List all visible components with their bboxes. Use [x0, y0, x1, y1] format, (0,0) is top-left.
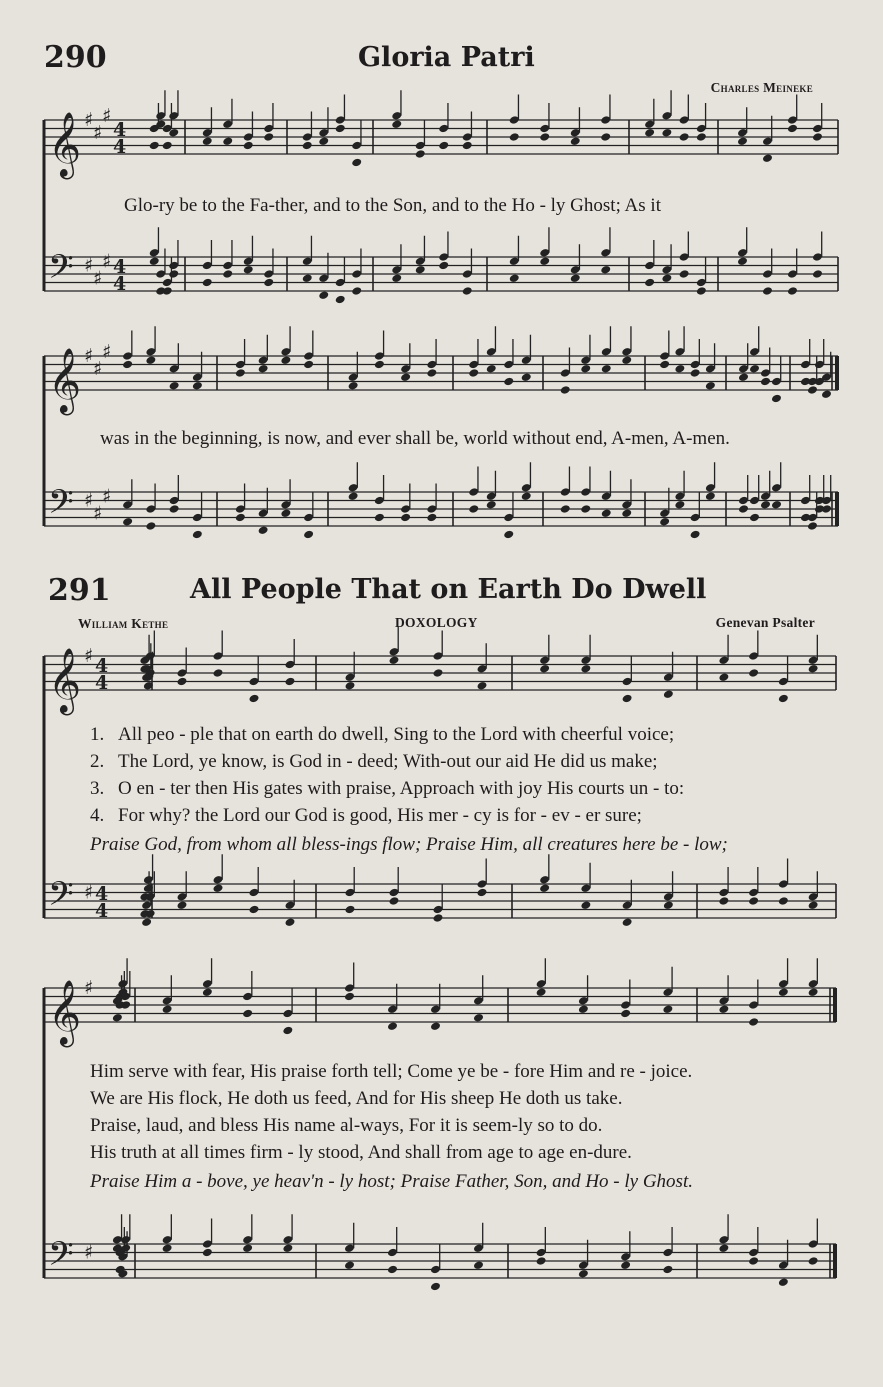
notehead: [705, 491, 716, 501]
verse-number: 2.: [90, 751, 105, 772]
notehead: [748, 1256, 759, 1266]
notehead: [509, 273, 520, 283]
notehead: [621, 508, 632, 518]
notehead: [280, 508, 291, 518]
notehead: [345, 681, 356, 691]
notehead: [222, 136, 233, 146]
time-signature: 4: [113, 256, 127, 278]
notehead: [580, 664, 591, 674]
notehead: [539, 883, 550, 893]
notehead: [318, 290, 329, 300]
hymn-title: Gloria Patri: [358, 42, 535, 73]
sharp-sign: ♯: [93, 357, 103, 380]
notehead: [391, 273, 402, 283]
notehead: [400, 372, 411, 382]
notehead: [149, 141, 160, 151]
bass-clef: 𝄢: [48, 1235, 74, 1282]
notehead: [192, 381, 203, 391]
notehead: [536, 1256, 547, 1266]
notehead: [644, 128, 655, 138]
notehead: [503, 377, 514, 387]
notehead: [749, 364, 760, 374]
notehead: [258, 364, 269, 374]
notehead: [430, 1021, 441, 1031]
notehead: [661, 273, 672, 283]
tune-credit: Genevan Psalter: [715, 615, 815, 630]
notehead: [787, 286, 798, 296]
notehead: [580, 504, 591, 514]
notehead: [433, 913, 444, 923]
notehead: [473, 1013, 484, 1023]
notehead: [661, 128, 672, 138]
verse-text: All peo - ple that on earth do dwell, Sing to the Lord with cheerful voice;: [118, 724, 675, 745]
notehead: [468, 368, 479, 378]
notehead: [400, 513, 411, 523]
notehead: [600, 132, 611, 142]
notehead: [462, 141, 473, 151]
composer-credit: Charles Meineke: [710, 80, 813, 95]
notehead: [222, 269, 233, 279]
verse-text: For why? the Lord our God is good, His mer - cy is for - ev - er sure;: [118, 805, 642, 826]
notehead: [177, 677, 188, 687]
lyrics-line: Glo-ry be to the Fa-ther, and to the Son, and to the Ho - ly Ghost; As it: [124, 195, 661, 216]
notehead: [348, 491, 359, 501]
time-signature: 4: [95, 655, 109, 677]
notehead: [674, 500, 685, 510]
notehead: [202, 987, 213, 997]
sharp-sign: ♯: [84, 977, 94, 999]
sharp-sign: ♯: [102, 104, 112, 127]
notehead: [430, 1282, 441, 1292]
sharp-sign: ♯: [84, 1241, 94, 1264]
notehead: [760, 377, 771, 387]
notehead: [389, 655, 400, 665]
notehead: [760, 500, 771, 510]
time-signature: 4: [95, 883, 109, 905]
notehead: [374, 513, 385, 523]
notehead: [737, 136, 748, 146]
notehead: [426, 368, 437, 378]
notehead: [213, 668, 224, 678]
verse-line: [90, 778, 684, 800]
doxology-line: Praise God, from whom all bless-ings flow; Praise Him, all creatures here be - low;: [90, 834, 728, 855]
notehead: [335, 295, 346, 305]
notehead: [621, 355, 632, 365]
notehead: [177, 900, 188, 910]
time-signature: 4: [113, 136, 127, 158]
notehead: [202, 278, 213, 288]
verse-text: O en - ter then His gates with praise, Approach with joy His courts un - to:: [118, 778, 685, 799]
treble-clef: 𝄞: [48, 348, 82, 413]
sharp-sign: ♯: [84, 254, 94, 277]
notehead: [718, 1243, 729, 1253]
notehead: [122, 360, 133, 370]
treble-clef: 𝄞: [48, 112, 82, 177]
notehead: [302, 141, 313, 151]
notehead: [389, 896, 400, 906]
notehead: [285, 677, 296, 687]
notehead: [242, 1243, 253, 1253]
notehead: [812, 132, 823, 142]
notehead: [145, 355, 156, 365]
notehead: [679, 269, 690, 279]
verse-line: We are His flock, He doth us feed, And for His sheep He doth us take.: [90, 1088, 623, 1109]
hymn-number: 290: [44, 40, 107, 75]
sharp-sign: ♯: [102, 340, 112, 363]
notehead: [644, 278, 655, 288]
notehead: [663, 900, 674, 910]
notehead: [345, 905, 356, 915]
notehead: [521, 372, 532, 382]
notehead: [169, 504, 180, 514]
notehead: [213, 883, 224, 893]
verse-number: 3.: [90, 778, 105, 799]
bass-clef: 𝄢: [48, 875, 74, 922]
notehead: [601, 364, 612, 374]
notehead: [486, 500, 497, 510]
notehead: [539, 132, 550, 142]
notehead: [659, 517, 670, 527]
notehead: [263, 132, 274, 142]
notehead: [348, 381, 359, 391]
notehead: [539, 664, 550, 674]
treble-clef: 𝄞: [48, 980, 82, 1045]
notehead: [787, 124, 798, 134]
time-signature: 4: [113, 273, 127, 295]
notehead: [280, 355, 291, 365]
verse-line: His truth at all times firm - ly stood, And shall from age to age en-dure.: [90, 1142, 632, 1163]
notehead: [570, 136, 581, 146]
notehead: [808, 664, 819, 674]
notehead: [718, 896, 729, 906]
treble-clef: 𝄞: [48, 648, 82, 713]
final-barline: [833, 1244, 837, 1278]
bass-clef: 𝄢: [48, 483, 74, 530]
time-signature: 4: [95, 900, 109, 922]
verse-line: [90, 724, 674, 746]
notehead: [662, 1265, 673, 1275]
notehead: [578, 1004, 589, 1014]
notehead: [162, 1243, 173, 1253]
notehead: [622, 694, 633, 704]
notehead: [387, 1021, 398, 1031]
notehead: [737, 256, 748, 266]
notehead: [521, 491, 532, 501]
notehead: [282, 1243, 293, 1253]
notehead: [145, 521, 156, 531]
bass-clef: 𝄢: [48, 248, 74, 295]
notehead: [243, 265, 254, 275]
notehead: [162, 1004, 173, 1014]
notehead: [696, 132, 707, 142]
notehead: [438, 261, 449, 271]
notehead: [387, 1265, 398, 1275]
notehead: [807, 521, 818, 531]
notehead: [738, 504, 749, 514]
notehead: [335, 124, 346, 134]
notehead: [762, 153, 773, 163]
notehead: [748, 896, 759, 906]
notehead: [374, 360, 385, 370]
final-barline: [835, 356, 839, 390]
sharp-sign: ♯: [93, 121, 103, 144]
verse-line: Him serve with fear, His praise forth tell; Come ye be - fore Him and re - joice.: [90, 1061, 693, 1082]
notehead: [778, 694, 789, 704]
notehead: [473, 1260, 484, 1270]
notehead: [808, 987, 819, 997]
notehead: [302, 273, 313, 283]
final-barline: [835, 492, 839, 526]
notehead: [570, 273, 581, 283]
sharp-sign: ♯: [102, 250, 112, 273]
sharp-sign: ♯: [84, 345, 94, 367]
author-credit: William Kethe: [78, 616, 169, 631]
notehead: [821, 389, 832, 399]
notehead: [705, 381, 716, 391]
lyrics-line: was in the beginning, is now, and ever shall be, world without end, A-men, A-men.: [100, 428, 730, 449]
notehead: [560, 504, 571, 514]
notehead: [202, 1248, 213, 1258]
notehead: [600, 265, 611, 275]
notehead: [663, 689, 674, 699]
notehead: [202, 136, 213, 146]
notehead: [778, 896, 789, 906]
notehead: [690, 530, 701, 540]
notehead: [415, 149, 426, 159]
hymn-title: All People That on Earth Do Dwell: [190, 574, 707, 605]
sharp-sign: ♯: [93, 267, 103, 290]
verse-line: [90, 805, 642, 827]
notehead: [351, 286, 362, 296]
notehead: [748, 668, 759, 678]
notehead: [674, 364, 685, 374]
notehead: [690, 368, 701, 378]
notehead: [162, 286, 173, 296]
verse-number: 4.: [90, 805, 105, 826]
notehead: [749, 513, 760, 523]
notehead: [344, 992, 355, 1002]
notehead: [536, 987, 547, 997]
notehead: [303, 530, 314, 540]
notehead: [659, 360, 670, 370]
notehead: [438, 141, 449, 151]
notehead: [169, 381, 180, 391]
sharp-sign: ♯: [84, 109, 94, 131]
notehead: [560, 385, 571, 395]
verse-text: The Lord, ye know, is God in - deed; With-out our aid He did us make;: [118, 751, 658, 772]
notehead: [771, 394, 782, 404]
notehead: [662, 1004, 673, 1014]
sharp-sign: ♯: [93, 502, 103, 525]
notehead: [141, 917, 152, 927]
notehead: [601, 508, 612, 518]
notehead: [235, 513, 246, 523]
final-barline: [833, 988, 837, 1022]
sharp-sign: ♯: [84, 489, 94, 512]
notehead: [249, 694, 260, 704]
notehead: [344, 1260, 355, 1270]
notehead: [477, 681, 488, 691]
notehead: [168, 269, 179, 279]
notehead: [243, 141, 254, 151]
subtitle: DOXOLOGY: [395, 615, 478, 630]
notehead: [249, 905, 260, 915]
notehead: [578, 1269, 589, 1279]
notehead: [620, 1009, 631, 1019]
notehead: [486, 364, 497, 374]
notehead: [149, 256, 160, 266]
notehead: [808, 900, 819, 910]
verse-line: [90, 751, 658, 773]
sharp-sign: ♯: [84, 645, 94, 667]
notehead: [242, 1009, 253, 1019]
notehead: [718, 672, 729, 682]
notehead: [778, 1277, 789, 1287]
notehead: [468, 504, 479, 514]
notehead: [807, 385, 818, 395]
time-signature: 4: [113, 119, 127, 141]
notehead: [415, 265, 426, 275]
notehead: [122, 517, 133, 527]
notehead: [539, 256, 550, 266]
verse-number: 1.: [90, 724, 105, 745]
notehead: [580, 900, 591, 910]
notehead: [748, 1017, 759, 1027]
notehead: [808, 1256, 819, 1266]
doxology-line: Praise Him a - bove, ye heav'n - ly host; Praise Father, Son, and Ho - ly Ghost.: [90, 1171, 693, 1192]
notehead: [718, 1004, 729, 1014]
notehead: [762, 286, 773, 296]
notehead: [258, 525, 269, 535]
notehead: [303, 360, 314, 370]
notehead: [622, 917, 633, 927]
notehead: [112, 1013, 123, 1023]
hymn-number: 291: [48, 573, 111, 608]
sharp-sign: ♯: [84, 881, 94, 904]
notehead: [263, 278, 274, 288]
notehead: [503, 530, 514, 540]
notehead: [696, 286, 707, 296]
notehead: [235, 368, 246, 378]
notehead: [462, 286, 473, 296]
notehead: [620, 1260, 631, 1270]
notehead: [192, 530, 203, 540]
notehead: [812, 269, 823, 279]
notehead: [738, 372, 749, 382]
verse-line: Praise, laud, and bless His name al-ways, For it is seem-ly so to do.: [90, 1115, 603, 1136]
notehead: [477, 888, 488, 898]
notehead: [351, 158, 362, 168]
notehead: [778, 987, 789, 997]
sharp-sign: ♯: [102, 485, 112, 508]
notehead: [282, 1026, 293, 1036]
notehead: [580, 364, 591, 374]
notehead: [391, 119, 402, 129]
notehead: [771, 500, 782, 510]
notehead: [679, 132, 690, 142]
notehead: [433, 668, 444, 678]
notehead: [509, 132, 520, 142]
notehead: [426, 513, 437, 523]
time-signature: 4: [95, 672, 109, 694]
notehead: [285, 917, 296, 927]
notehead: [318, 136, 329, 146]
notehead: [821, 504, 832, 514]
notehead: [162, 141, 173, 151]
